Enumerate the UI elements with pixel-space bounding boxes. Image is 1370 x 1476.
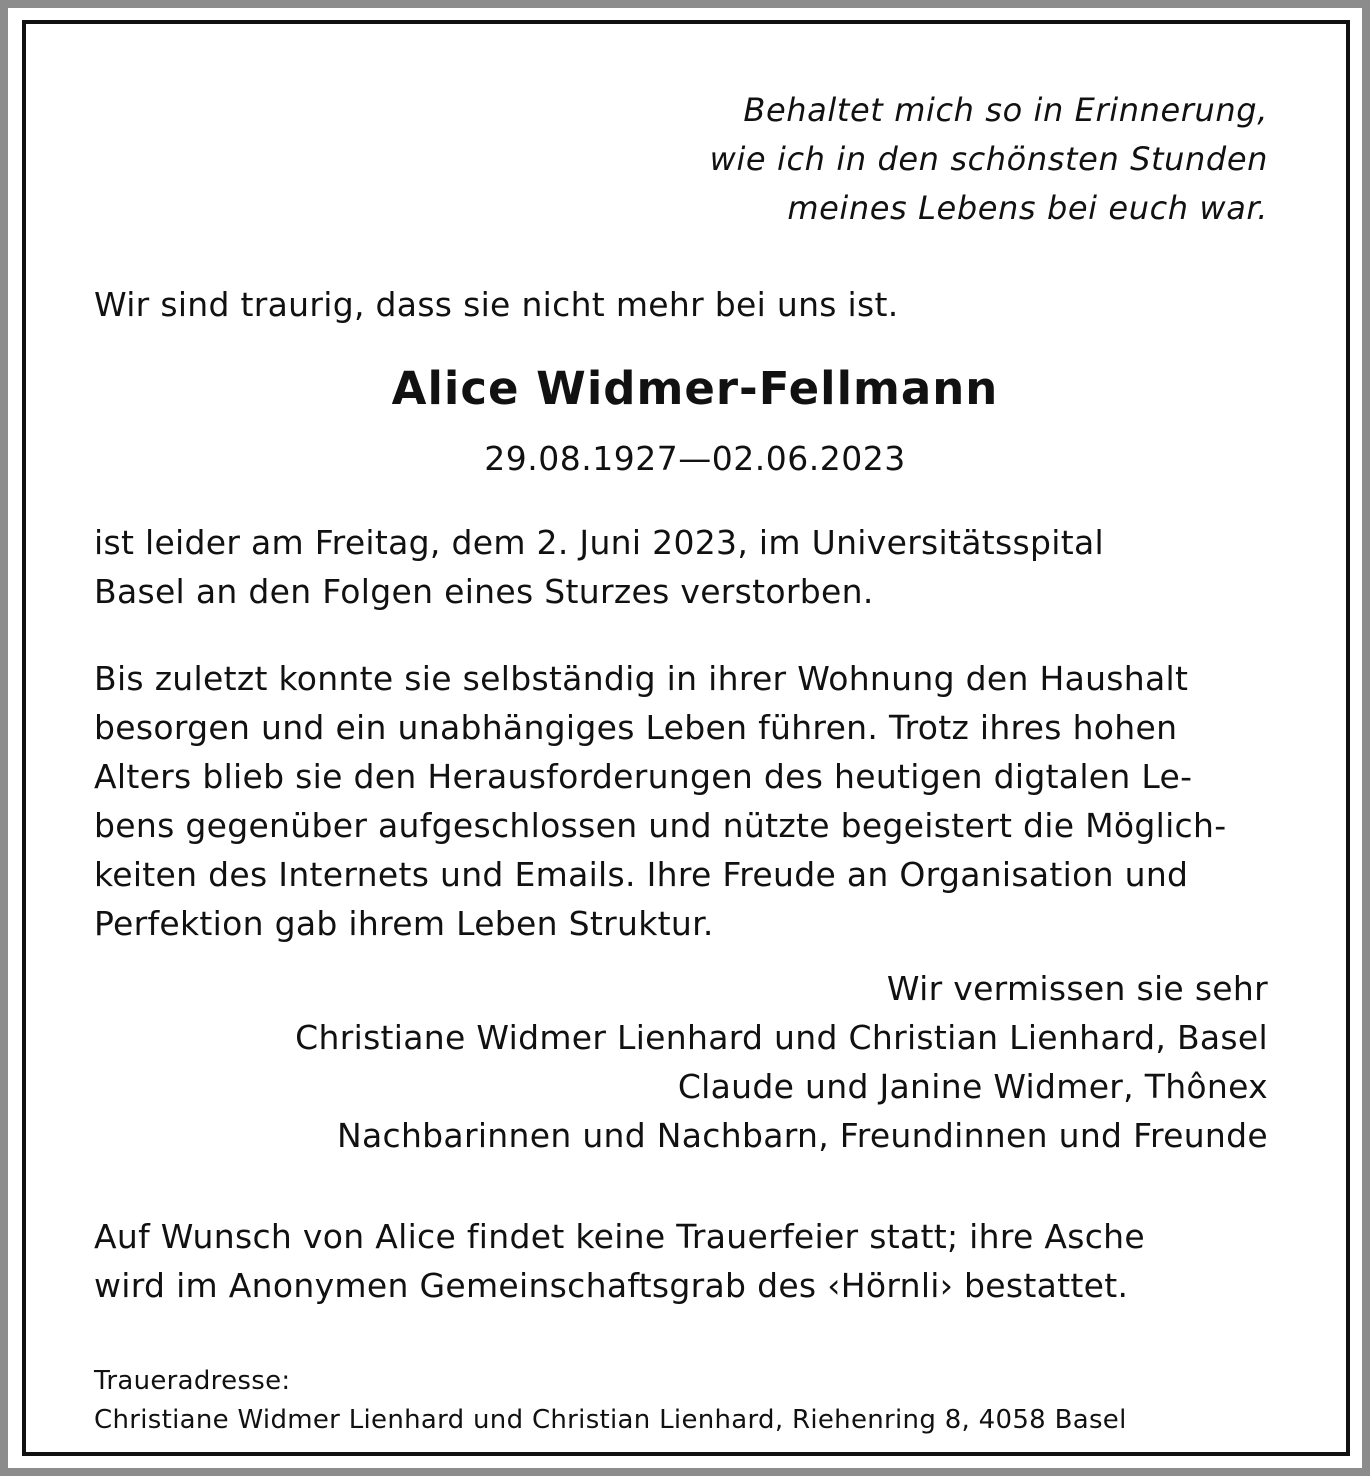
intro-sentence: Wir sind traurig, dass sie nicht mehr bei uns ist.	[94, 285, 899, 324]
address-label: Traueradresse:	[94, 1366, 291, 1396]
quote-line: meines Lebens bei euch war.	[787, 189, 1268, 227]
paragraph-line: Basel an den Folgen eines Sturzes verstorben.	[94, 572, 874, 611]
paragraph-line: Alters blieb sie den Herausforderungen des heutigen digtalen Le-	[94, 757, 1193, 796]
funeral-note-line: Auf Wunsch von Alice findet keine Trauerfeier statt; ihre Asche	[94, 1217, 1146, 1256]
paragraph-line: keiten des Internets und Emails. Ihre Freude an Organisation und	[94, 855, 1189, 894]
signature-line: Wir vermissen sie sehr	[886, 969, 1268, 1008]
obituary-card	[8, 8, 1362, 1468]
signature-line: Claude und Janine Widmer, Thônex	[677, 1067, 1268, 1106]
paragraph-line: Bis zuletzt konnte sie selbständig in ihrer Wohnung den Haushalt	[94, 659, 1189, 698]
life-dates: 29.08.1927—02.06.2023	[484, 439, 906, 478]
memorial-quote	[710, 86, 1268, 233]
paragraph-line: besorgen und ein unabhängiges Leben führen. Trotz ihres hohen	[94, 708, 1178, 747]
funeral-note-line: wird im Anonymen Gemeinschaftsgrab des ‹Hörnli› bestattet.	[94, 1266, 1129, 1305]
funeral-note	[94, 1212, 1145, 1310]
death-notice-paragraph	[94, 518, 1104, 616]
mourning-address	[94, 1362, 1127, 1440]
biography-paragraph	[94, 654, 1226, 948]
paragraph-line: bens gegenüber aufgeschlossen und nützte begeistert die Möglich-	[94, 806, 1227, 845]
quote-line: Behaltet mich so in Erinnerung,	[743, 91, 1268, 129]
mourners-signature	[295, 964, 1268, 1160]
paragraph-line: Perfektion gab ihrem Leben Struktur.	[94, 904, 714, 943]
address-value: Christiane Widmer Lienhard und Christian Lienhard, Riehenring 8, 4058 Basel	[94, 1405, 1127, 1435]
paragraph-line: ist leider am Freitag, dem 2. Juni 2023, im Universitätsspital	[94, 523, 1104, 562]
quote-line: wie ich in den schönsten Stunden	[709, 140, 1268, 178]
signature-line: Christiane Widmer Lienhard und Christian Lienhard, Basel	[295, 1018, 1268, 1057]
deceased-name: Alice Widmer-Fellmann	[391, 362, 999, 415]
obituary-border-frame	[22, 20, 1350, 1456]
signature-line: Nachbarinnen und Nachbarn, Freundinnen und Freunde	[337, 1116, 1268, 1155]
